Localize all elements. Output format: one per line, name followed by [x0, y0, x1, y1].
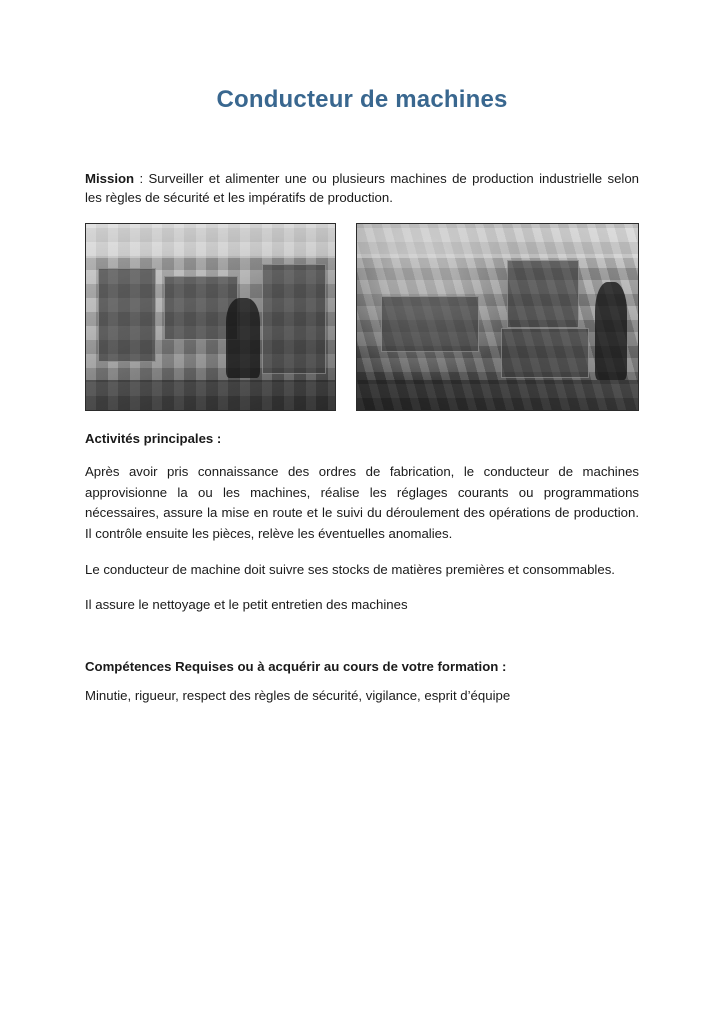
- photo-worker-left: [226, 298, 260, 378]
- activities-paragraph-1: Après avoir pris connaissance des ordres de fabrication, le conducteur de machines approvisionne la ou les machines, réalise les réglages courants ou programmations nécessaires, assure la mise en route et le suivi du déroulement des opérations de production. Il contrôle ensuite les pièces, relève les éventuelles anomalies.: [85, 464, 639, 541]
- activities-paragraph-2: Le conducteur de machine doit suivre ses stocks de matières premières et consommables.: [85, 562, 615, 578]
- photo-machine-frame-left: [262, 264, 326, 374]
- activities-paragraph-3: Il assure le nettoyage et le petit entretien des machines: [85, 596, 408, 612]
- mission-separator: :: [134, 171, 149, 186]
- figure-operateur-centre-usinage: [356, 223, 639, 411]
- photo-floor-band-left: [86, 380, 335, 410]
- figure-operateur-machine-atelier: [85, 223, 336, 411]
- photo-cabinet-right: [501, 328, 589, 378]
- photo-screen-right: [507, 260, 579, 328]
- photo-floor-band-right: [357, 380, 638, 410]
- mission-paragraph: [85, 169, 639, 207]
- photo-machine-cabinet-left: [98, 268, 156, 362]
- photo-chip-conveyor-right: [381, 296, 479, 352]
- activities-heading: Activités principales :: [85, 431, 222, 447]
- photo-window-band-right: [357, 224, 638, 258]
- figure-row: [85, 223, 639, 411]
- mission-text: Surveiller et alimenter une ou plusieurs machines de production industrielle selon les règles de sécurité et les impératifs de production.: [85, 171, 639, 206]
- competences-text: Minutie, rigueur, respect des règles de sécurité, vigilance, esprit d’équipe: [85, 688, 511, 703]
- page-title: Conducteur de machines: [216, 86, 508, 113]
- photo-worker-right: [595, 282, 627, 380]
- mission-label: Mission: [85, 171, 135, 186]
- photo-window-band-left: [86, 224, 335, 258]
- competences-heading: Compétences Requises ou à acquérir au cours de votre formation :: [85, 659, 507, 674]
